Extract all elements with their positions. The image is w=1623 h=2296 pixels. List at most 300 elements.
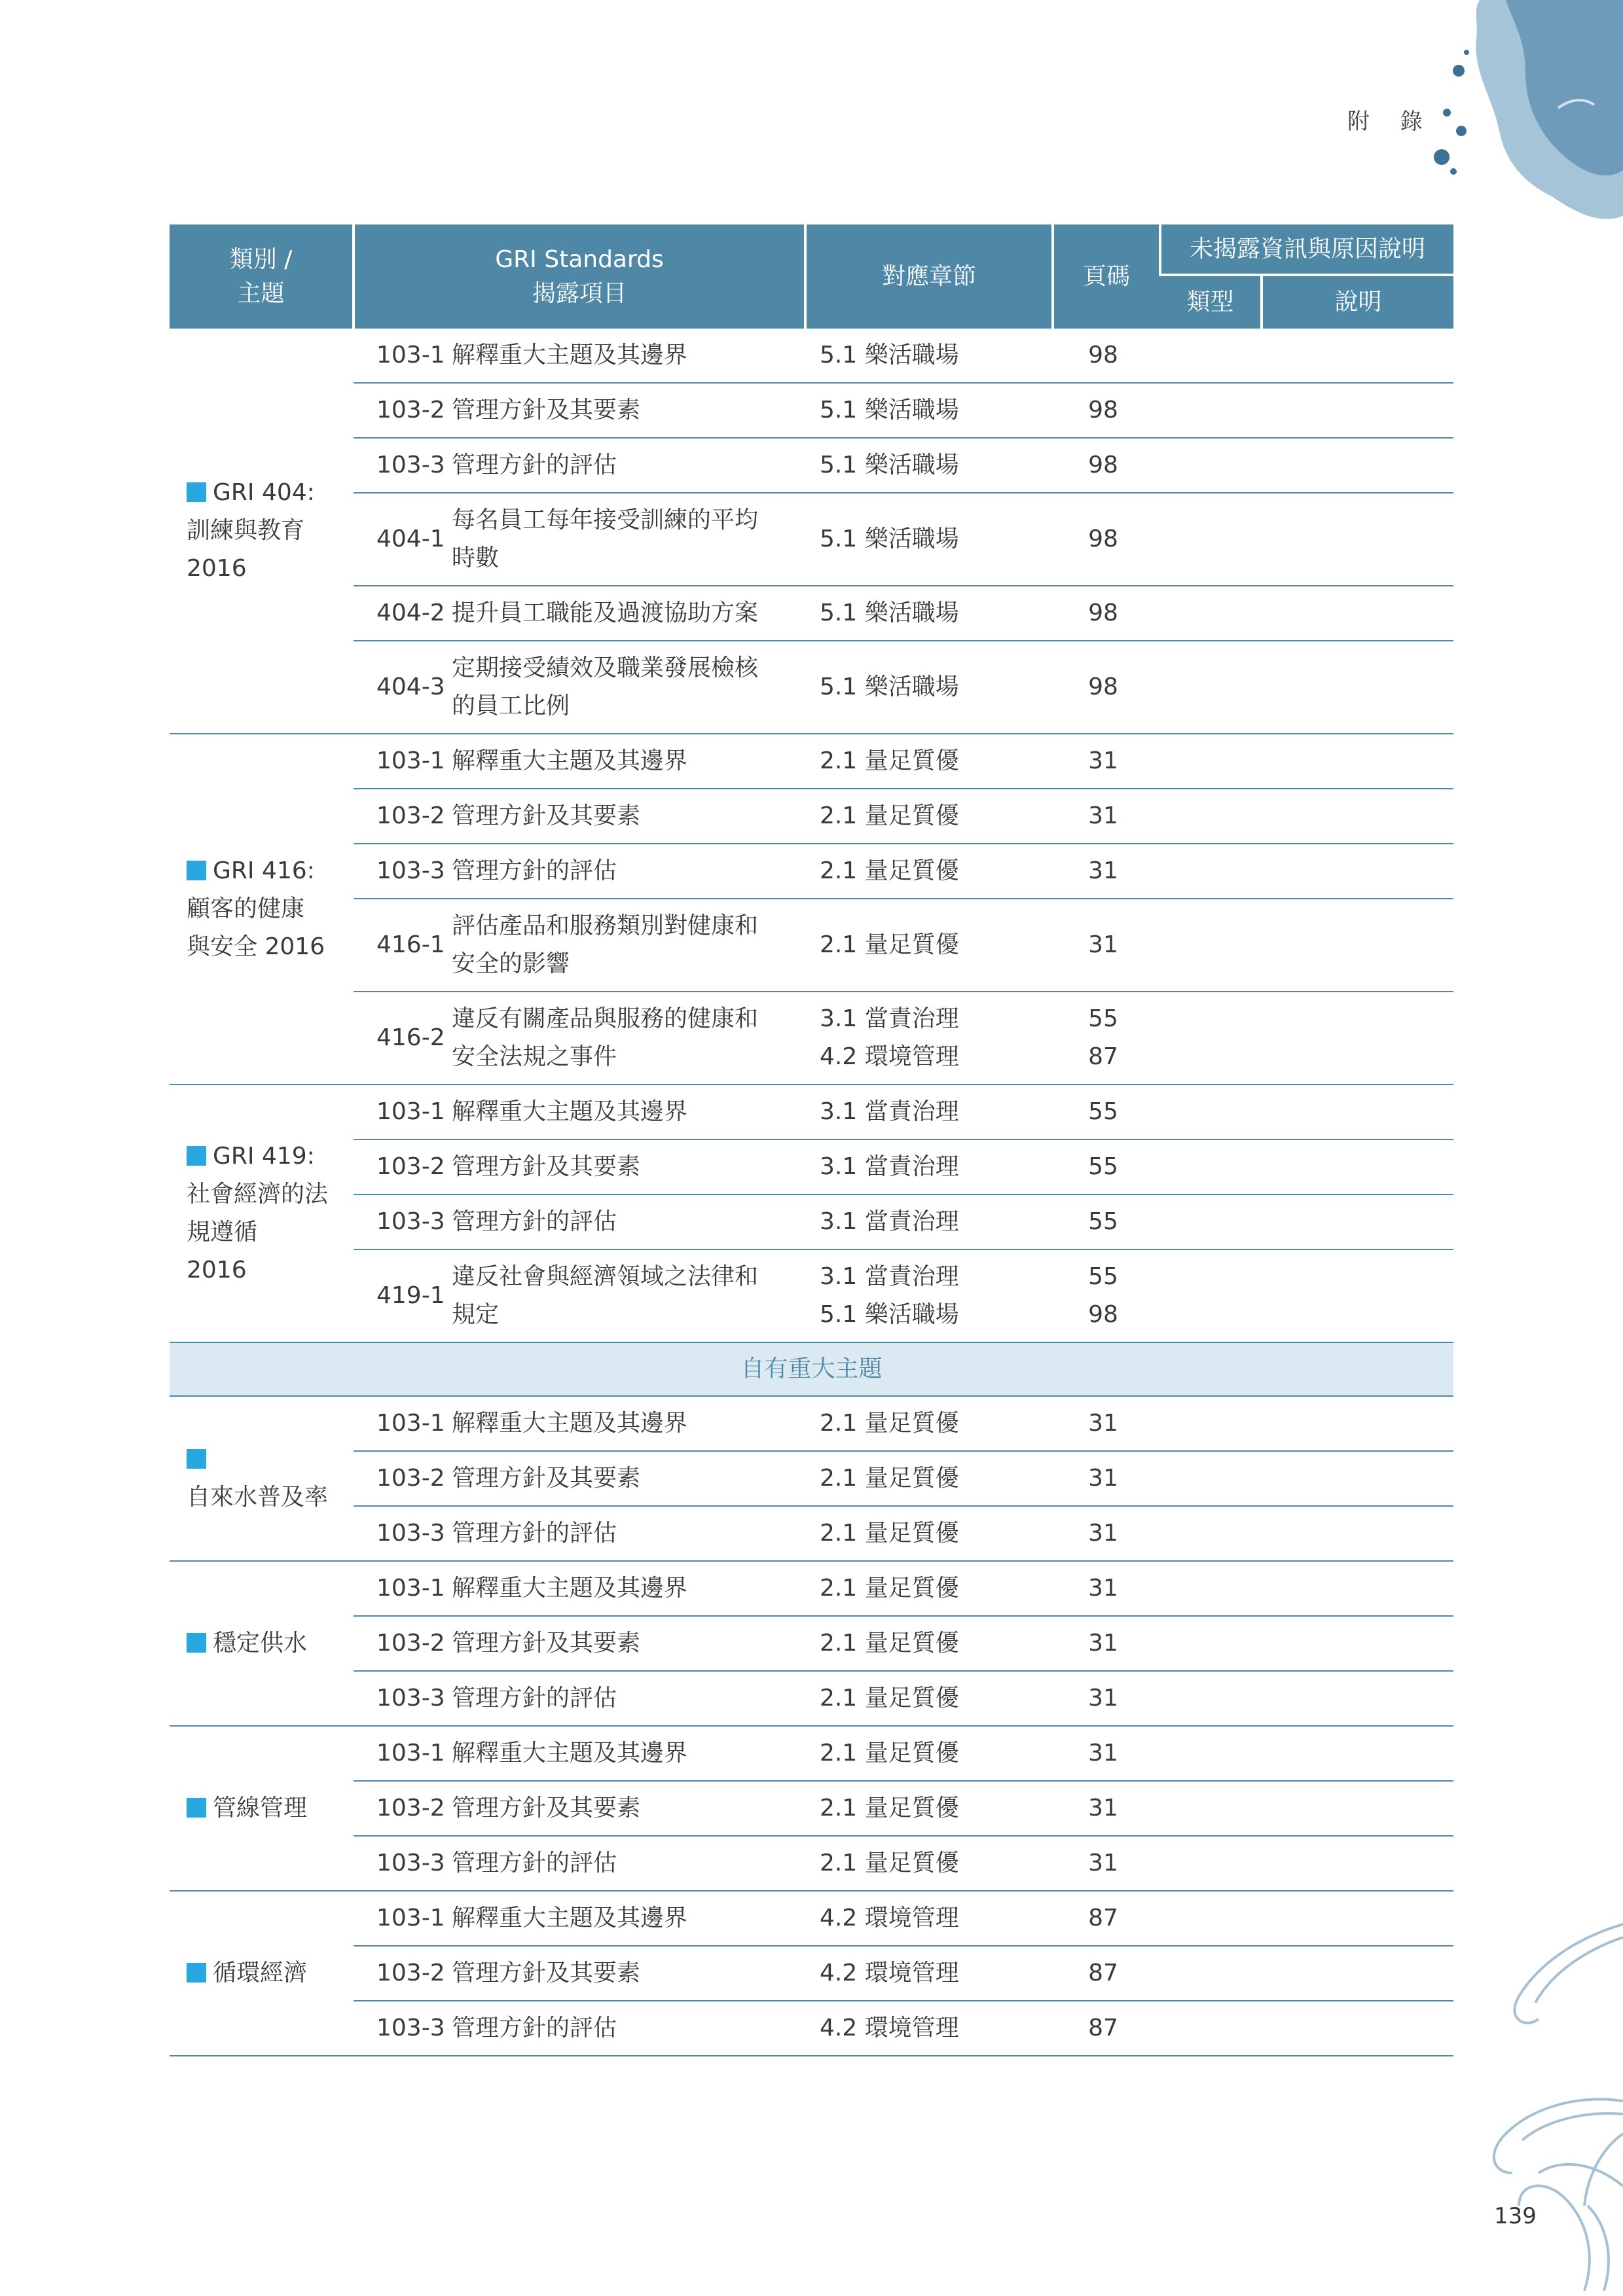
header-page: 頁碼 [1053, 224, 1160, 329]
chapter-cell [805, 1561, 1053, 1616]
chapter-cell [805, 1891, 1053, 1946]
table-row [170, 1616, 1453, 1671]
topic-text: GRI 404: [213, 479, 315, 506]
page-line: 98 [1088, 342, 1118, 368]
square-bullet-icon [187, 1449, 206, 1469]
chapter-cell [805, 383, 1053, 438]
topic-text: 循環經濟 [213, 1960, 308, 1986]
page-line: 31 [1088, 1630, 1118, 1657]
page-line: 31 [1088, 1795, 1118, 1821]
disclosure-item-line: 安全的影響 [452, 950, 570, 977]
omission-type [1160, 641, 1262, 734]
disclosure-item [452, 789, 805, 844]
table-row [170, 383, 1453, 438]
page-line: 98 [1088, 673, 1118, 700]
chapter-line: 2.1 量足質優 [820, 1575, 959, 1602]
page-line: 98 [1088, 600, 1118, 626]
table-row [170, 992, 1453, 1085]
topic-line [187, 1479, 354, 1516]
disclosure-item [452, 1891, 805, 1946]
page-cell [1053, 992, 1160, 1085]
disclosure-item-line: 解釋重大主題及其邊界 [452, 342, 688, 368]
disclosure-item-line: 管理方針的評估 [452, 452, 617, 478]
disclosure-item [452, 1194, 805, 1249]
table-row [170, 1671, 1453, 1726]
page-line: 87 [1088, 1960, 1118, 1986]
disclosure-item-line: 解釋重大主題及其邊界 [452, 747, 688, 774]
chapter-cell [805, 2001, 1053, 2056]
page-cell [1053, 1946, 1160, 2001]
chapter-line: 4.2 環境管理 [820, 1043, 959, 1070]
page-line: 31 [1088, 1465, 1118, 1492]
disclosure-item-line: 違反社會與經濟領域之法律和 [452, 1263, 759, 1290]
disclosure-item-line: 管理方針及其要素 [452, 1795, 641, 1821]
topic-text: 顧客的健康 [187, 895, 305, 922]
disclosure-item-line: 管理方針及其要素 [452, 397, 641, 423]
omission-type [1160, 1561, 1262, 1616]
disclosure-item [452, 1836, 805, 1891]
omission-description [1262, 1396, 1453, 1451]
omission-type [1160, 1836, 1262, 1891]
disclosure-code: 416-2 [354, 992, 452, 1085]
table-row [170, 1085, 1453, 1139]
disclosure-code: 103-2 [354, 1616, 452, 1671]
page-cell [1053, 1781, 1160, 1836]
disclosure-item-line: 管理方針的評估 [452, 857, 617, 884]
page-cell [1053, 844, 1160, 899]
chapter-cell [805, 1139, 1053, 1194]
page-cell [1053, 383, 1160, 438]
disclosure-item-line: 管理方針及其要素 [452, 1960, 641, 1986]
disclosure-item-line: 解釋重大主題及其邊界 [452, 1098, 688, 1125]
chapter-cell [805, 329, 1053, 383]
omission-type [1160, 1506, 1262, 1561]
page-line: 31 [1088, 1520, 1118, 1547]
disclosure-item-line: 違反有關產品與服務的健康和 [452, 1005, 759, 1032]
page-line: 31 [1088, 1410, 1118, 1437]
topic-line [187, 890, 354, 928]
omission-type [1160, 992, 1262, 1085]
chapter-cell [805, 1671, 1053, 1726]
topic-text: GRI 416: [213, 857, 315, 884]
page-line: 31 [1088, 802, 1118, 829]
chapter-line: 2.1 量足質優 [820, 1740, 959, 1767]
chapter-line: 2.1 量足質優 [820, 802, 959, 829]
disclosure-item-line: 解釋重大主題及其邊界 [452, 1740, 688, 1767]
chapter-line: 5.1 樂活職場 [820, 1301, 959, 1328]
topic-cell [170, 1726, 354, 1891]
topic-line [187, 1954, 354, 1992]
omission-description [1262, 1781, 1453, 1836]
disclosure-code: 103-2 [354, 789, 452, 844]
page-number: 139 [1494, 2203, 1537, 2229]
disclosure-item [452, 844, 805, 899]
chapter-cell [805, 1506, 1053, 1561]
disclosure-item-line: 管理方針的評估 [452, 1208, 617, 1235]
chapter-line: 4.2 環境管理 [820, 1960, 959, 1986]
chapter-cell [805, 734, 1053, 789]
disclosure-item [452, 1671, 805, 1726]
disclosure-item [452, 1781, 805, 1836]
page-cell [1053, 1891, 1160, 1946]
disclosure-item-line: 規定 [452, 1301, 500, 1328]
page-line: 31 [1088, 1575, 1118, 1602]
chapter-line: 2.1 量足質優 [820, 747, 959, 774]
disclosure-item [452, 586, 805, 641]
disclosure-code: 103-2 [354, 1451, 452, 1506]
section-title: 自有重大主題 [170, 1342, 1453, 1396]
table-row [170, 844, 1453, 899]
omission-type [1160, 1891, 1262, 1946]
table-row [170, 641, 1453, 734]
topic-line [187, 512, 354, 550]
chapter-line: 2.1 量足質優 [820, 857, 959, 884]
topic-cell [170, 1396, 354, 1561]
table-row [170, 1194, 1453, 1249]
chapter-line: 2.1 量足質優 [820, 1795, 959, 1821]
topic-line [187, 1789, 354, 1827]
topic-cell [170, 734, 354, 1085]
chapter-line: 2.1 量足質優 [820, 1410, 959, 1437]
chapter-cell [805, 789, 1053, 844]
page-line: 31 [1088, 747, 1118, 774]
topic-cell [170, 1085, 354, 1342]
chapter-cell [805, 1781, 1053, 1836]
gri-index-table [170, 224, 1453, 2056]
disclosure-item-line: 管理方針的評估 [452, 1850, 617, 1876]
disclosure-code: 404-2 [354, 586, 452, 641]
omission-type [1160, 1671, 1262, 1726]
page-cell [1053, 641, 1160, 734]
omission-type [1160, 1946, 1262, 2001]
square-bullet-icon [187, 861, 206, 880]
topic-line [187, 1175, 354, 1213]
topic-line [187, 1251, 354, 1289]
disclosure-item [452, 1726, 805, 1781]
chapter-cell [805, 641, 1053, 734]
omission-type [1160, 383, 1262, 438]
topic-text: 自來水普及率 [187, 1484, 329, 1511]
disclosure-code: 103-2 [354, 383, 452, 438]
section-label: 附 錄 [1347, 109, 1434, 135]
page-cell [1053, 1561, 1160, 1616]
disclosure-item-line: 解釋重大主題及其邊界 [452, 1905, 688, 1931]
chapter-line: 5.1 樂活職場 [820, 526, 959, 552]
page-cell [1053, 438, 1160, 493]
table-row [170, 493, 1453, 586]
topic-line [187, 1138, 354, 1175]
page-cell [1053, 1194, 1160, 1249]
disclosure-code: 103-1 [354, 1726, 452, 1781]
table-row [170, 789, 1453, 844]
topic-text: 社會經濟的法 [187, 1181, 329, 1208]
omission-type [1160, 1194, 1262, 1249]
chapter-cell [805, 438, 1053, 493]
page-line: 87 [1088, 1905, 1118, 1931]
disclosure-item [452, 734, 805, 789]
table-row [170, 1451, 1453, 1506]
disclosure-item [452, 383, 805, 438]
chapter-cell [805, 586, 1053, 641]
section-row [170, 1342, 1453, 1396]
page-cell [1053, 1506, 1160, 1561]
page-cell [1053, 1139, 1160, 1194]
header-topic: 類別 / 主題 [170, 224, 354, 329]
omission-description [1262, 844, 1453, 899]
watercolor-splash-decoration [1427, 0, 1623, 236]
omission-description [1262, 1726, 1453, 1781]
table-row [170, 1139, 1453, 1194]
chapter-line: 3.1 當責治理 [820, 1263, 959, 1290]
omission-type [1160, 844, 1262, 899]
disclosure-item-line: 管理方針及其要素 [452, 802, 641, 829]
disclosure-code: 103-3 [354, 2001, 452, 2056]
table-row [170, 1836, 1453, 1891]
table-row [170, 329, 1453, 383]
omission-type [1160, 1781, 1262, 1836]
page-cell [1053, 1451, 1160, 1506]
omission-description [1262, 1671, 1453, 1726]
omission-type [1160, 1396, 1262, 1451]
table-row [170, 2001, 1453, 2056]
topic-line [187, 928, 354, 966]
square-bullet-icon [187, 1146, 206, 1166]
topic-text: 穩定供水 [213, 1630, 308, 1657]
page-line: 55 [1088, 1153, 1118, 1180]
page-line: 98 [1088, 397, 1118, 423]
disclosure-code: 103-3 [354, 1506, 452, 1561]
disclosure-item-line: 解釋重大主題及其邊界 [452, 1575, 688, 1602]
topic-line [187, 1441, 354, 1479]
omission-description [1262, 586, 1453, 641]
omission-description [1262, 1836, 1453, 1891]
topic-line [187, 852, 354, 890]
disclosure-code: 103-1 [354, 329, 452, 383]
disclosure-item [452, 2001, 805, 2056]
page-line: 55 [1088, 1263, 1118, 1290]
page-line: 31 [1088, 857, 1118, 884]
table-row [170, 1781, 1453, 1836]
disclosure-code: 404-3 [354, 641, 452, 734]
omission-description [1262, 438, 1453, 493]
header-standards: GRI Standards 揭露項目 [354, 224, 805, 329]
omission-description [1262, 1561, 1453, 1616]
page-cell [1053, 1396, 1160, 1451]
omission-type [1160, 899, 1262, 992]
topic-text: 2016 [187, 1257, 247, 1283]
header-undisclosed: 未揭露資訊與原因說明 [1160, 224, 1453, 275]
page-line: 55 [1088, 1005, 1118, 1032]
table-row [170, 1891, 1453, 1946]
disclosure-code: 103-1 [354, 1891, 452, 1946]
chapter-line: 3.1 當責治理 [820, 1153, 959, 1180]
disclosure-item [452, 1506, 805, 1561]
disclosure-item-line: 管理方針及其要素 [452, 1153, 641, 1180]
disclosure-item [452, 1616, 805, 1671]
disclosure-code: 103-1 [354, 1561, 452, 1616]
chapter-cell [805, 1396, 1053, 1451]
disclosure-code: 103-3 [354, 1194, 452, 1249]
page-cell [1053, 493, 1160, 586]
disclosure-code: 404-1 [354, 493, 452, 586]
omission-description [1262, 493, 1453, 586]
chapter-cell [805, 1451, 1053, 1506]
topic-line [187, 1624, 354, 1662]
table-row [170, 1946, 1453, 2001]
omission-description [1262, 789, 1453, 844]
disclosure-item-line: 管理方針的評估 [452, 1685, 617, 1712]
disclosure-item [452, 1085, 805, 1139]
omission-type [1160, 1616, 1262, 1671]
omission-description [1262, 2001, 1453, 2056]
omission-description [1262, 1085, 1453, 1139]
omission-type [1160, 586, 1262, 641]
chapter-line: 2.1 量足質優 [820, 1630, 959, 1657]
omission-type [1160, 493, 1262, 586]
chapter-line: 5.1 樂活職場 [820, 397, 959, 423]
chapter-line: 2.1 量足質優 [820, 931, 959, 958]
omission-description [1262, 1506, 1453, 1561]
omission-type [1160, 1451, 1262, 1506]
chapter-cell [805, 1726, 1053, 1781]
table-row [170, 586, 1453, 641]
omission-type [1160, 734, 1262, 789]
page-line: 31 [1088, 1685, 1118, 1712]
page-cell [1053, 1085, 1160, 1139]
disclosure-item [452, 493, 805, 586]
omission-type [1160, 1085, 1262, 1139]
page-line: 31 [1088, 931, 1118, 958]
disclosure-item-line: 的員工比例 [452, 692, 570, 719]
page-cell [1053, 2001, 1160, 2056]
chapter-line: 2.1 量足質優 [820, 1465, 959, 1492]
disclosure-item [452, 329, 805, 383]
table-row [170, 438, 1453, 493]
table-row [170, 1561, 1453, 1616]
topic-text: GRI 419: [213, 1143, 315, 1170]
table-row [170, 1726, 1453, 1781]
topic-cell [170, 1891, 354, 2056]
topic-text: 管線管理 [213, 1795, 308, 1821]
table-row [170, 1506, 1453, 1561]
page-line: 55 [1088, 1098, 1118, 1125]
disclosure-code: 103-3 [354, 1671, 452, 1726]
omission-description [1262, 1451, 1453, 1506]
disclosure-item-line: 評估產品和服務類別對健康和 [452, 912, 759, 939]
chapter-line: 2.1 量足質優 [820, 1850, 959, 1876]
topic-text: 規遵循 [187, 1219, 258, 1246]
chapter-line: 5.1 樂活職場 [820, 673, 959, 700]
disclosure-item [452, 992, 805, 1085]
chapter-cell [805, 1616, 1053, 1671]
disclosure-item [452, 641, 805, 734]
page-cell [1053, 1249, 1160, 1342]
page-cell [1053, 1726, 1160, 1781]
disclosure-item-line: 管理方針的評估 [452, 2015, 617, 2041]
square-bullet-icon [187, 1963, 206, 1982]
omission-description [1262, 383, 1453, 438]
disclosure-code: 103-2 [354, 1946, 452, 2001]
chapter-cell [805, 844, 1053, 899]
page-cell [1053, 899, 1160, 992]
topic-line [187, 1213, 354, 1251]
disclosure-code: 103-2 [354, 1781, 452, 1836]
omission-description [1262, 1194, 1453, 1249]
disclosure-code: 103-3 [354, 438, 452, 493]
chapter-line: 5.1 樂活職場 [820, 342, 959, 368]
omission-type [1160, 1139, 1262, 1194]
disclosure-code: 419-1 [354, 1249, 452, 1342]
omission-type [1160, 2001, 1262, 2056]
page-cell [1053, 1616, 1160, 1671]
square-bullet-icon [187, 1633, 206, 1653]
chapter-line: 2.1 量足質優 [820, 1685, 959, 1712]
chapter-cell [805, 1946, 1053, 2001]
chapter-cell [805, 1836, 1053, 1891]
chapter-line: 4.2 環境管理 [820, 2015, 959, 2041]
disclosure-item [452, 1451, 805, 1506]
disclosure-item-line: 解釋重大主題及其邊界 [452, 1410, 688, 1437]
disclosure-item-line: 管理方針及其要素 [452, 1630, 641, 1657]
page-line: 98 [1088, 526, 1118, 552]
page-line: 55 [1088, 1208, 1118, 1235]
topic-text: 訓練與教育 [187, 517, 305, 544]
omission-type [1160, 1249, 1262, 1342]
page-cell [1053, 1671, 1160, 1726]
page-line: 31 [1088, 1740, 1118, 1767]
page-line: 98 [1088, 452, 1118, 478]
chapter-line: 2.1 量足質優 [820, 1520, 959, 1547]
disclosure-code: 103-3 [354, 1836, 452, 1891]
chapter-line: 5.1 樂活職場 [820, 600, 959, 626]
page-cell [1053, 734, 1160, 789]
omission-description [1262, 992, 1453, 1085]
omission-description [1262, 734, 1453, 789]
table-row [170, 899, 1453, 992]
omission-description [1262, 1891, 1453, 1946]
chapter-line: 5.1 樂活職場 [820, 452, 959, 478]
disclosure-item [452, 1946, 805, 2001]
page-cell [1053, 329, 1160, 383]
header-type: 類型 [1160, 275, 1262, 329]
chapter-cell [805, 1249, 1053, 1342]
topic-text: 與安全 2016 [187, 933, 325, 960]
omission-description [1262, 899, 1453, 992]
disclosure-code: 103-1 [354, 1396, 452, 1451]
topic-line [187, 474, 354, 512]
disclosure-item [452, 438, 805, 493]
header-chapter: 對應章節 [805, 224, 1053, 329]
disclosure-code: 103-1 [354, 734, 452, 789]
topic-cell [170, 1561, 354, 1726]
disclosure-item-line: 每名員工每年接受訓練的平均 [452, 507, 759, 533]
omission-type [1160, 789, 1262, 844]
topic-text: 2016 [187, 555, 247, 582]
chapter-cell [805, 899, 1053, 992]
disclosure-code: 103-3 [354, 844, 452, 899]
omission-description [1262, 1139, 1453, 1194]
disclosure-item [452, 1561, 805, 1616]
omission-description [1262, 1946, 1453, 2001]
table-body [170, 329, 1453, 2056]
chapter-cell [805, 493, 1053, 586]
table-row [170, 734, 1453, 789]
chapter-line: 3.1 當責治理 [820, 1098, 959, 1125]
chapter-cell [805, 992, 1053, 1085]
omission-description [1262, 329, 1453, 383]
disclosure-item-line: 管理方針及其要素 [452, 1465, 641, 1492]
omission-type [1160, 438, 1262, 493]
